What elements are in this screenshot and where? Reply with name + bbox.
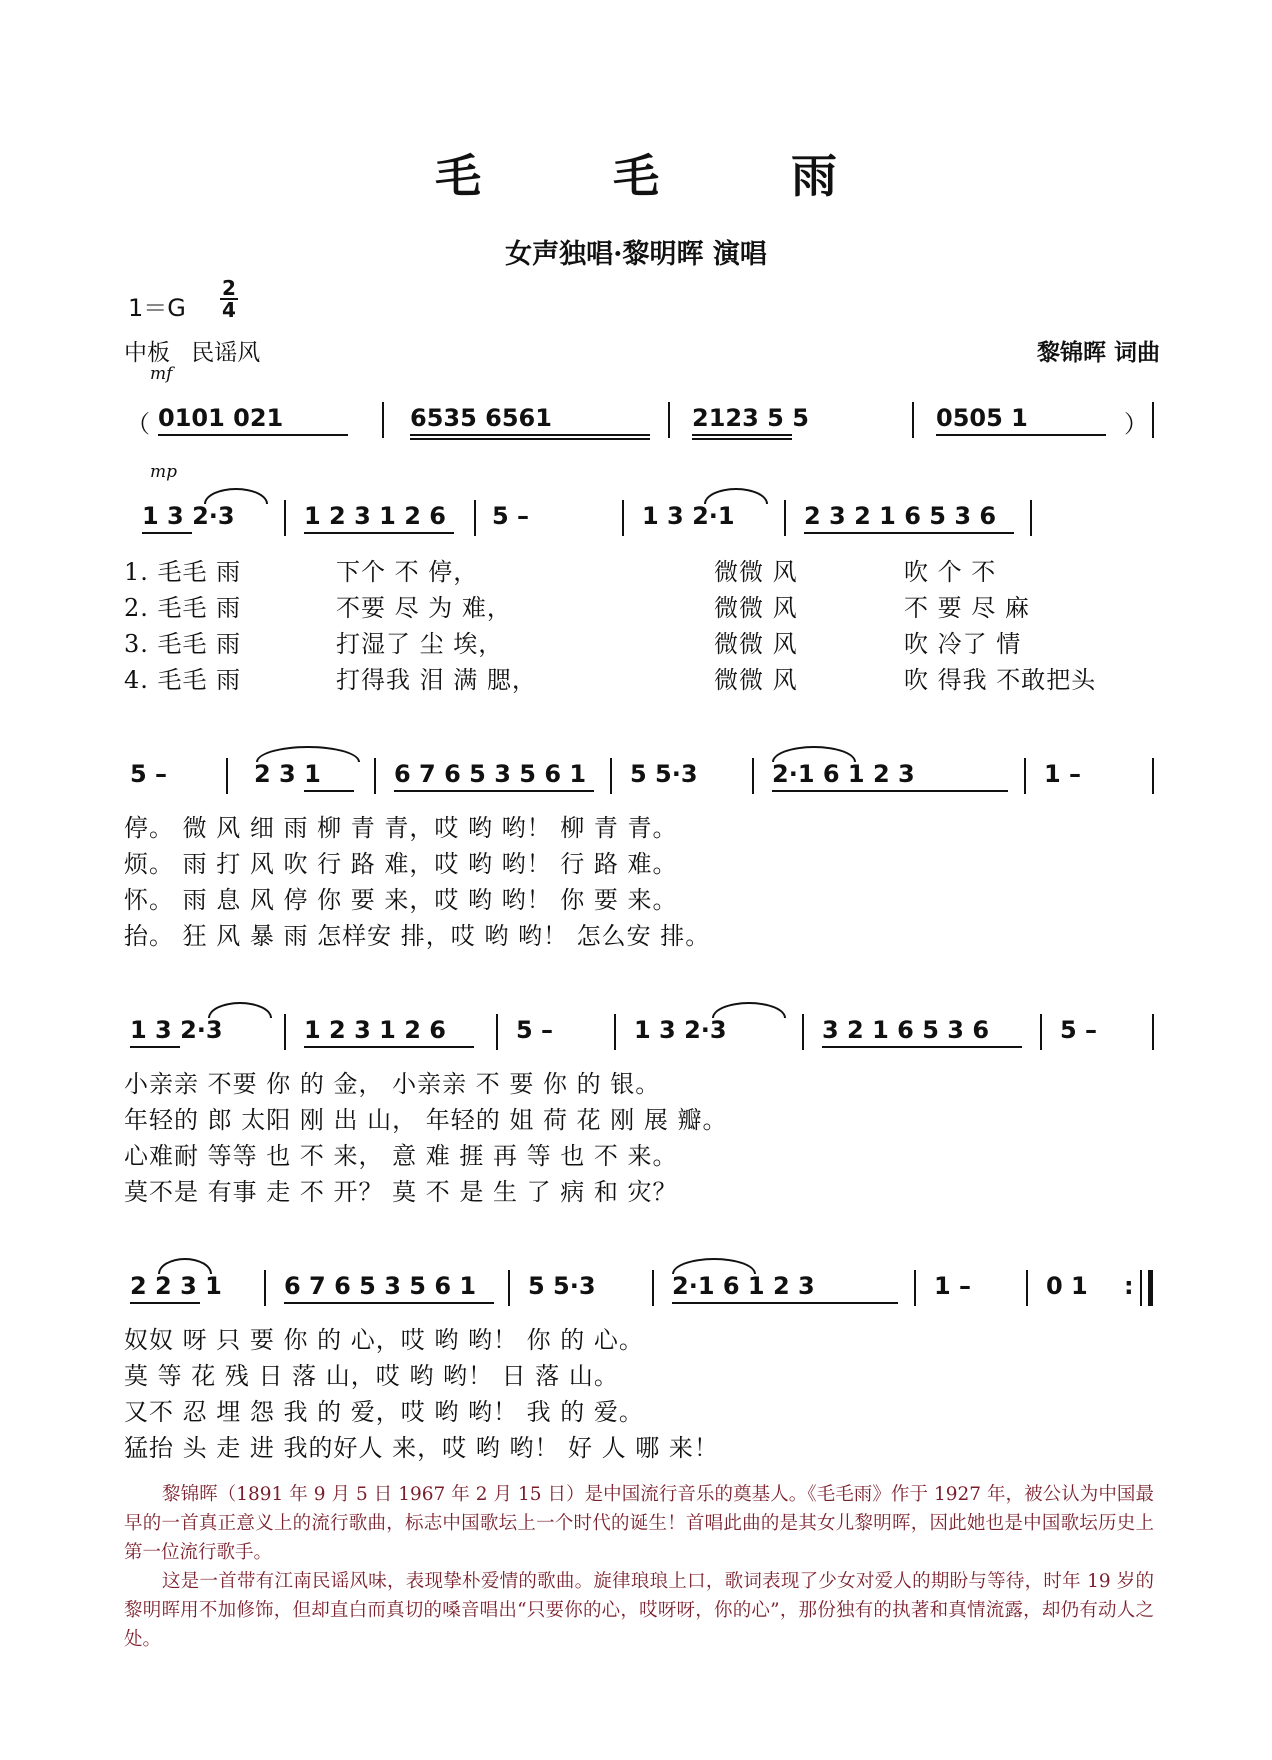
measure: 2 3 2 1 6 5 3 6 [804, 502, 997, 530]
barline [382, 402, 384, 438]
lyric: 莫 等 花 残 日 落 山，哎 哟 哟！ 日 落 山。 [124, 1362, 619, 1390]
lyrics-line-2-verse-3 [124, 880, 1164, 916]
measure: 6 7 6 5 3 5 6 1 [394, 760, 587, 788]
lyrics-line-1-verse-4 [124, 660, 1164, 696]
lyric: 2. 毛毛 雨 [124, 594, 242, 622]
lyrics-line-4-verse-4 [124, 1428, 1164, 1464]
beam [304, 790, 354, 792]
beam [394, 790, 594, 792]
measure: 5 – [516, 1016, 554, 1044]
intro-open-paren: （ [126, 410, 150, 438]
measure: 6 7 6 5 3 5 6 1 [284, 1272, 477, 1300]
measure: 2 2 3 1 [130, 1272, 222, 1300]
beam [672, 1302, 898, 1304]
tempo-marking: 中板 民谣风 [124, 340, 261, 366]
lyrics-line-1-verse-2 [124, 588, 1164, 624]
lyric: 微微 风 [714, 666, 798, 694]
lyric: 不 要 尽 麻 [904, 594, 1030, 622]
lyrics-line-3-verse-4 [124, 1172, 1164, 1208]
lyric: 又不 忍 埋 怨 我 的 爱，哎 哟 哟！ 我 的 爱。 [124, 1398, 644, 1426]
lyrics-line-4-verse-1 [124, 1320, 1164, 1356]
lyric: 吹 冷了 情 [904, 630, 1022, 658]
barline [474, 500, 476, 536]
beam [410, 434, 650, 436]
barline [1026, 1270, 1028, 1306]
measure: 1 2 3 1 2 6 [304, 1016, 446, 1044]
measure: 5 5·3 [630, 760, 698, 788]
intro-measure-4: 0505 1 [936, 404, 1028, 432]
lyric: 不要 尽 为 难， [336, 594, 512, 622]
slur [158, 1258, 212, 1274]
beam [142, 532, 192, 534]
dynamic-mf: mf [150, 364, 173, 384]
barline [622, 500, 624, 536]
time-signature-bottom: 4 [222, 298, 236, 322]
lyric: 吹 个 不 [904, 558, 997, 586]
measure: 2 3 1 [254, 760, 321, 788]
barline [610, 758, 612, 794]
beam [130, 1302, 200, 1304]
lyric: 小亲亲 不要 你 的 金， 小亲亲 不 要 你 的 银。 [124, 1070, 661, 1098]
beam [804, 532, 1014, 534]
staff-line-1 [124, 494, 1156, 540]
barline [912, 402, 914, 438]
barline [226, 758, 228, 794]
lyric: 1. 毛毛 雨 [124, 558, 242, 586]
intro-close-paren: ） [1124, 410, 1148, 438]
slur [704, 488, 768, 504]
barline [784, 500, 786, 536]
barline [1030, 500, 1032, 536]
barline [652, 1270, 654, 1306]
measure: 1 3 2·3 [142, 502, 235, 530]
note-paragraph-1: 黎锦晖（1891 年 9 月 5 日 1967 年 2 月 15 日）是中国流行音乐的奠基人。《毛毛雨》作于 1927 年，被公认为中国最早的一首真正意义上的流行歌曲，标志中国歌坛上一个时代的诞生！首唱此曲的是其女儿黎明晖，因此她也是中国歌坛历史上第一位流行歌手。 [124, 1484, 1154, 1563]
lyric: 下个 不 停， [336, 558, 479, 586]
lyrics-line-3-verse-2 [124, 1100, 1164, 1136]
final-barline [1148, 1270, 1153, 1306]
beam [692, 434, 792, 436]
slur [772, 746, 856, 762]
lyric: 年轻的 郎 太阳 刚 出 山， 年轻的 姐 荷 花 刚 展 瓣。 [124, 1106, 728, 1134]
slur [712, 1002, 786, 1018]
barline [1024, 758, 1026, 794]
barline [496, 1014, 498, 1050]
lyric: 烦。 雨 打 风 吹 行 路 难，哎 哟 哟！ 行 路 难。 [124, 850, 678, 878]
beam [284, 1302, 494, 1304]
lyric: 打湿了 尘 埃， [336, 630, 504, 658]
song-notes [124, 1480, 1154, 1654]
measure: 5 5·3 [528, 1272, 596, 1300]
barline [614, 1014, 616, 1050]
measure: 1 3 2·1 [642, 502, 735, 530]
intro-measure-2: 6535 6561 [410, 404, 552, 432]
lyric: 微微 风 [714, 558, 798, 586]
lyrics-line-3-verse-1 [124, 1064, 1164, 1100]
measure: 1 2 3 1 2 6 [304, 502, 446, 530]
barline [752, 758, 754, 794]
lyric: 停。 微 风 细 雨 柳 青 青，哎 哟 哟！ 柳 青 青。 [124, 814, 678, 842]
barline [284, 500, 286, 536]
staff-line-2 [124, 752, 1156, 798]
slur [256, 746, 360, 762]
lyric: 抬。 狂 风 暴 雨 怎样安 排，哎 哟 哟！ 怎么安 排。 [124, 922, 711, 950]
measure: 3 2 1 6 5 3 6 [822, 1016, 990, 1044]
beam [772, 790, 1008, 792]
key-signature: 1＝G [128, 294, 186, 322]
repeat-dots: : [1124, 1272, 1134, 1300]
barline [1040, 1014, 1042, 1050]
lyric: 奴奴 呀 只 要 你 的 心，哎 哟 哟！ 你 的 心。 [124, 1326, 644, 1354]
barline [914, 1270, 916, 1306]
measure: 2·1 6 1 2 3 [772, 760, 915, 788]
beam [304, 1046, 474, 1048]
lyric: 微微 风 [714, 630, 798, 658]
measure: 1 3 2·3 [634, 1016, 727, 1044]
beam [822, 1046, 1022, 1048]
measure: 5 – [1060, 1016, 1098, 1044]
lyrics-line-4-verse-2 [124, 1356, 1164, 1392]
staff-line-3 [124, 1008, 1156, 1054]
subtitle: 女声独唱·黎明晖 演唱 [505, 239, 767, 270]
intro-measure-1: 0101 021 [158, 404, 284, 432]
barline [1152, 1014, 1154, 1050]
barline [508, 1270, 510, 1306]
beam [158, 434, 348, 436]
lyrics-line-2-verse-2 [124, 844, 1164, 880]
measure: 5 – [130, 760, 168, 788]
beam [304, 532, 454, 534]
barline [668, 402, 670, 438]
lyrics-line-1-verse-1 [124, 552, 1164, 588]
lyric: 4. 毛毛 雨 [124, 666, 242, 694]
barline [374, 758, 376, 794]
lyric: 猛抬 头 走 进 我的好人 来，哎 哟 哟！ 好 人 哪 来！ [124, 1434, 719, 1462]
lyric: 打得我 泪 满 腮， [336, 666, 537, 694]
lyric: 微微 风 [714, 594, 798, 622]
measure: 2·1 6 1 2 3 [672, 1272, 815, 1300]
intro-staff [124, 396, 1156, 442]
note-paragraph-2: 这是一首带有江南民谣风味，表现挚朴爱情的歌曲。旋律琅琅上口，歌词表现了少女对爱人的期盼与等待，时年 19 岁的黎明晖用不加修饰，但却直白而真切的嗓音唱出“只要你的心，哎呀呀，你的心”，那份独有的执著和真情流露，却仍有动人之处。 [124, 1571, 1154, 1650]
dynamic-mp: mp [150, 462, 178, 482]
measure: 1 3 2·3 [130, 1016, 223, 1044]
intro-measure-3: 2123 5 5 [692, 404, 809, 432]
measure: 1 – [1044, 760, 1082, 788]
measure: 5 – [492, 502, 530, 530]
lyrics-line-3-verse-3 [124, 1136, 1164, 1172]
barline [264, 1270, 266, 1306]
lyrics-line-4-verse-3 [124, 1392, 1164, 1428]
time-signature [220, 278, 238, 320]
lyric: 3. 毛毛 雨 [124, 630, 242, 658]
slur [204, 488, 268, 504]
beam [410, 438, 650, 440]
lyrics-line-1-verse-3 [124, 624, 1164, 660]
beam [130, 1046, 180, 1048]
barline [1140, 1270, 1142, 1306]
barline [1152, 402, 1154, 438]
beam [936, 434, 1106, 436]
lyric: 吹 得我 不敢把头 [904, 666, 1097, 694]
lyrics-line-2-verse-1 [124, 808, 1164, 844]
time-signature-top: 2 [222, 276, 236, 300]
song-title: 毛 毛 雨 [434, 149, 896, 203]
lyrics-line-2-verse-4 [124, 916, 1164, 952]
slur [208, 1002, 272, 1018]
lyric: 莫不是 有事 走 不 开？ 莫 不 是 生 了 病 和 灾？ [124, 1178, 678, 1206]
staff-line-4 [124, 1264, 1156, 1310]
barline [284, 1014, 286, 1050]
measure: 1 – [934, 1272, 972, 1300]
slur [672, 1258, 756, 1274]
barline [1152, 758, 1154, 794]
measure: 0 1 [1046, 1272, 1088, 1300]
composer-credit: 黎锦晖 词曲 [1036, 340, 1160, 366]
lyric: 心难耐 等等 也 不 来， 意 难 捱 再 等 也 不 来。 [124, 1142, 678, 1170]
beam [692, 438, 792, 440]
lyric: 怀。 雨 息 风 停 你 要 来，哎 哟 哟！ 你 要 来。 [124, 886, 678, 914]
barline [802, 1014, 804, 1050]
